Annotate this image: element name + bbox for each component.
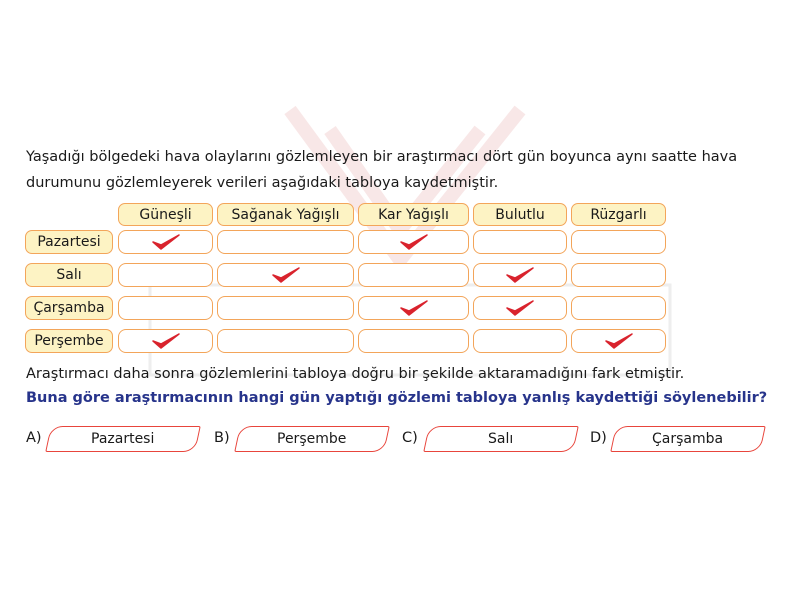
row-label-pazartesi: Pazartesi	[25, 230, 113, 254]
option-c[interactable]	[423, 426, 579, 452]
checkmark-icon	[505, 266, 535, 284]
checkmark-icon	[151, 332, 181, 350]
option-b[interactable]	[234, 426, 390, 452]
option-d-letter: D)	[590, 430, 607, 446]
grid-cell	[571, 230, 666, 254]
option-a[interactable]	[45, 426, 201, 452]
question-text: Buna göre araştırmacının hangi gün yaptığı gözlemi tabloya yanlış kaydettiği söylenebilir?	[26, 390, 768, 406]
grid-cell	[358, 329, 469, 353]
grid-cell	[571, 263, 666, 287]
intro-text: Yaşadığı bölgedeki hava olaylarını gözlemleyen bir araştırmacı dört gün boyunca aynı saatte hava durumunu gözlemleyerek verileri aşağıdaki tabloya kaydetmiştir.	[26, 149, 738, 191]
grid-cell	[118, 329, 213, 353]
column-header-bulutlu: Bulutlu	[473, 203, 567, 226]
option-d[interactable]	[610, 426, 766, 452]
column-header-gunesli: Güneşli	[118, 203, 213, 226]
grid-cell	[217, 263, 354, 287]
grid-cell	[473, 296, 567, 320]
option-c-text: Salı	[488, 431, 514, 447]
grid-cell	[473, 329, 567, 353]
grid-cell	[571, 296, 666, 320]
column-header-kar: Kar Yağışlı	[358, 203, 469, 226]
grid-cell	[358, 296, 469, 320]
option-c-letter: C)	[402, 430, 418, 446]
checkmark-icon	[271, 266, 301, 284]
option-a-letter: A)	[26, 430, 42, 446]
checkmark-icon	[505, 299, 535, 317]
grid-cell	[217, 329, 354, 353]
row-label-carsamba: Çarşamba	[25, 296, 113, 320]
checkmark-icon	[399, 233, 429, 251]
row-label-persembe: Perşembe	[25, 329, 113, 353]
grid-cell	[473, 263, 567, 287]
checkmark-icon	[604, 332, 634, 350]
grid-cell	[217, 296, 354, 320]
checkmark-icon	[399, 299, 429, 317]
grid-cell	[217, 230, 354, 254]
grid-cell	[571, 329, 666, 353]
option-b-text: Perşembe	[277, 431, 347, 447]
checkmark-icon	[151, 233, 181, 251]
grid-cell	[118, 263, 213, 287]
row-label-sali: Salı	[25, 263, 113, 287]
option-b-letter: B)	[214, 430, 230, 446]
grid-cell	[118, 230, 213, 254]
grid-cell	[358, 230, 469, 254]
statement-text: Araştırmacı daha sonra gözlemlerini tabloya doğru bir şekilde aktaramadığını fark etmiştir.	[26, 366, 685, 382]
option-a-text: Pazartesi	[91, 431, 155, 447]
column-header-saganak: Sağanak Yağışlı	[217, 203, 354, 226]
grid-cell	[358, 263, 469, 287]
option-d-text: Çarşamba	[652, 431, 724, 447]
column-header-ruzgarli: Rüzgarlı	[571, 203, 666, 226]
grid-cell	[473, 230, 567, 254]
grid-cell	[118, 296, 213, 320]
